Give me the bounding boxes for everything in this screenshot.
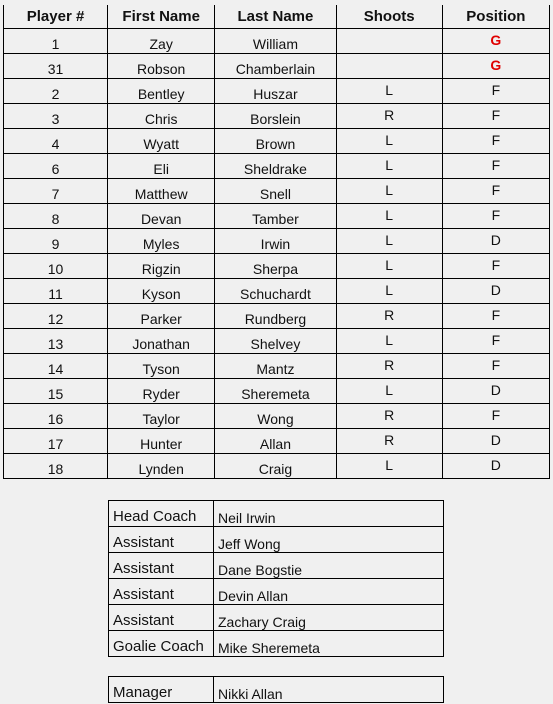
- table-row: [4, 429, 550, 454]
- shoots: R: [384, 357, 395, 373]
- player-number-cell: [4, 329, 108, 354]
- player-number-cell: [4, 154, 108, 179]
- staff-row: [109, 631, 444, 657]
- staff-name: Mike Sheremeta: [214, 631, 444, 657]
- manager-row: [109, 677, 444, 703]
- staff-row: [109, 553, 444, 579]
- player-number: 8: [51, 211, 60, 227]
- shoots: L: [385, 132, 394, 148]
- last-name: Sherpa: [252, 261, 299, 277]
- position-cell: [442, 104, 549, 129]
- position: D: [490, 232, 501, 248]
- position: F: [491, 357, 501, 373]
- shoots-cell: [336, 204, 442, 229]
- position: D: [490, 382, 501, 398]
- staff-role: Goalie Coach: [109, 631, 214, 657]
- first-name-cell: [108, 54, 215, 79]
- last-name-cell: [215, 204, 336, 229]
- player-number: 17: [47, 436, 64, 452]
- player-number: 13: [47, 336, 64, 352]
- last-name-cell: [215, 404, 336, 429]
- last-name-cell: [215, 454, 336, 479]
- shoots: R: [384, 407, 395, 423]
- table-row: [4, 379, 550, 404]
- first-name-cell: [108, 429, 215, 454]
- position: F: [491, 307, 501, 323]
- table-row: [4, 454, 550, 479]
- last-name-cell: [215, 304, 336, 329]
- position-cell: [442, 129, 549, 154]
- position-cell: [442, 404, 549, 429]
- first-name-cell: [108, 254, 215, 279]
- table-row: [4, 229, 550, 254]
- last-name-cell: [215, 379, 336, 404]
- player-number: 2: [51, 86, 60, 102]
- player-number: 6: [51, 161, 60, 177]
- player-number: 10: [47, 261, 64, 277]
- last-name: Allan: [259, 436, 292, 452]
- position: D: [490, 432, 501, 448]
- position: D: [490, 282, 501, 298]
- first-name-cell: [108, 79, 215, 104]
- first-name: Bentley: [137, 86, 185, 102]
- shoots: L: [385, 182, 394, 198]
- position-cell: [442, 179, 549, 204]
- shoots-cell: [336, 229, 442, 254]
- first-name: Parker: [140, 311, 182, 327]
- position: F: [491, 332, 501, 348]
- position: D: [490, 457, 501, 473]
- first-name: Robson: [137, 61, 186, 77]
- first-name-cell: [108, 454, 215, 479]
- player-number-cell: [4, 29, 108, 54]
- shoots-cell: [336, 454, 442, 479]
- player-number-cell: [4, 254, 108, 279]
- staff-row: [109, 605, 444, 631]
- position-cell: [442, 79, 549, 104]
- manager-table: [108, 676, 444, 703]
- header-shoots: Shoots: [336, 5, 442, 29]
- last-name-cell: [215, 79, 336, 104]
- shoots-cell: [336, 79, 442, 104]
- last-name: Rundberg: [244, 311, 307, 327]
- position: F: [491, 107, 501, 123]
- first-name-cell: [108, 179, 215, 204]
- staff-role: Assistant: [109, 527, 214, 553]
- first-name: Hunter: [140, 436, 183, 452]
- shoots-cell: [336, 254, 442, 279]
- header-position: Position: [442, 5, 549, 29]
- header-player-number: Player #: [4, 5, 108, 29]
- table-row: [4, 179, 550, 204]
- position-cell: [442, 229, 549, 254]
- header-last-name: Last Name: [215, 5, 336, 29]
- manager-role: Manager: [109, 677, 214, 703]
- shoots: L: [385, 332, 394, 348]
- player-number-cell: [4, 279, 108, 304]
- last-name-cell: [215, 354, 336, 379]
- first-name-cell: [108, 104, 215, 129]
- shoots-cell: [336, 154, 442, 179]
- position: F: [491, 207, 501, 223]
- shoots: L: [385, 457, 394, 473]
- last-name-cell: [215, 104, 336, 129]
- last-name: William: [252, 36, 298, 52]
- first-name-cell: [108, 229, 215, 254]
- shoots-cell: [336, 429, 442, 454]
- shoots-cell: [336, 379, 442, 404]
- position: F: [491, 407, 501, 423]
- last-name: Borslein: [250, 111, 301, 127]
- first-name: Taylor: [142, 411, 180, 427]
- shoots-cell: [336, 304, 442, 329]
- position-cell: [442, 304, 549, 329]
- manager-name: Nikki Allan: [214, 677, 444, 703]
- last-name: Brown: [255, 136, 296, 152]
- first-name: Chris: [144, 111, 178, 127]
- shoots-cell: [336, 354, 442, 379]
- shoots-cell: [336, 179, 442, 204]
- player-number-cell: [4, 404, 108, 429]
- first-name: Kyson: [141, 286, 181, 302]
- player-number-cell: [4, 79, 108, 104]
- player-number-cell: [4, 454, 108, 479]
- last-name-cell: [215, 179, 336, 204]
- player-number: 4: [51, 136, 60, 152]
- position: F: [491, 82, 501, 98]
- staff-row: [109, 579, 444, 605]
- shoots: R: [384, 307, 395, 323]
- player-number-cell: [4, 54, 108, 79]
- first-name: Zay: [149, 36, 173, 52]
- staff-name: Dane Bogstie: [214, 553, 444, 579]
- player-number-cell: [4, 129, 108, 154]
- position: G: [490, 32, 502, 48]
- first-name-cell: [108, 29, 215, 54]
- shoots: R: [384, 432, 395, 448]
- first-name: Devan: [140, 211, 182, 227]
- position: F: [491, 132, 501, 148]
- player-number: 14: [47, 361, 64, 377]
- staff-name: Devin Allan: [214, 579, 444, 605]
- player-number: 15: [47, 386, 64, 402]
- shoots-cell: [336, 54, 442, 79]
- player-number-cell: [4, 354, 108, 379]
- staff-row: [109, 527, 444, 553]
- header-first-name: First Name: [108, 5, 215, 29]
- player-number-cell: [4, 429, 108, 454]
- last-name: Sheldrake: [243, 161, 307, 177]
- first-name-cell: [108, 404, 215, 429]
- coaching-staff-table: [108, 500, 444, 657]
- position-cell: [442, 429, 549, 454]
- last-name: Huszar: [253, 86, 298, 102]
- staff-role: Assistant: [109, 553, 214, 579]
- position-cell: [442, 254, 549, 279]
- last-name: Irwin: [260, 236, 291, 252]
- shoots-cell: [336, 129, 442, 154]
- position-cell: [442, 29, 549, 54]
- first-name-cell: [108, 279, 215, 304]
- position: F: [491, 157, 501, 173]
- first-name: Lynden: [138, 461, 184, 477]
- first-name: Ryder: [142, 386, 180, 402]
- first-name-cell: [108, 129, 215, 154]
- first-name: Wyatt: [143, 136, 179, 152]
- first-name-cell: [108, 154, 215, 179]
- roster-table: [3, 5, 550, 479]
- shoots-cell: [336, 329, 442, 354]
- shoots-cell: [336, 279, 442, 304]
- shoots: R: [384, 107, 395, 123]
- table-row: [4, 354, 550, 379]
- staff-name: Jeff Wong: [214, 527, 444, 553]
- last-name: Sheremeta: [241, 386, 310, 402]
- staff-row: [109, 501, 444, 527]
- player-number: 11: [48, 286, 63, 302]
- player-number: 12: [47, 311, 64, 327]
- player-number-cell: [4, 179, 108, 204]
- staff-role: Head Coach: [109, 501, 214, 527]
- player-number: 31: [47, 61, 64, 77]
- player-number: 1: [51, 36, 60, 52]
- last-name-cell: [215, 429, 336, 454]
- player-number: 3: [51, 111, 60, 127]
- table-row: [4, 129, 550, 154]
- first-name-cell: [108, 379, 215, 404]
- staff-role: Assistant: [109, 579, 214, 605]
- last-name-cell: [215, 254, 336, 279]
- table-row: [4, 404, 550, 429]
- last-name: Shelvey: [250, 336, 301, 352]
- last-name-cell: [215, 154, 336, 179]
- last-name: Wong: [257, 411, 294, 427]
- player-number: 16: [47, 411, 64, 427]
- last-name-cell: [215, 329, 336, 354]
- last-name-cell: [215, 279, 336, 304]
- first-name-cell: [108, 304, 215, 329]
- position-cell: [442, 354, 549, 379]
- player-number-cell: [4, 229, 108, 254]
- last-name: Schuchardt: [240, 286, 311, 302]
- position-cell: [442, 279, 549, 304]
- position-cell: [442, 454, 549, 479]
- last-name-cell: [215, 54, 336, 79]
- player-number: 9: [51, 236, 60, 252]
- staff-name: Neil Irwin: [214, 501, 444, 527]
- last-name: Chamberlain: [235, 61, 316, 77]
- position: F: [491, 257, 501, 273]
- position-cell: [442, 204, 549, 229]
- table-row: [4, 204, 550, 229]
- table-row: [4, 29, 550, 54]
- shoots: L: [385, 82, 394, 98]
- shoots: L: [385, 382, 394, 398]
- player-number-cell: [4, 379, 108, 404]
- roster-header-row: [4, 5, 550, 29]
- table-row: [4, 154, 550, 179]
- shoots: L: [385, 257, 394, 273]
- position-cell: [442, 329, 549, 354]
- staff-role: Assistant: [109, 605, 214, 631]
- position: F: [491, 182, 501, 198]
- first-name-cell: [108, 354, 215, 379]
- first-name: Rigzin: [141, 261, 181, 277]
- shoots: L: [385, 207, 394, 223]
- last-name-cell: [215, 229, 336, 254]
- first-name-cell: [108, 204, 215, 229]
- first-name-cell: [108, 329, 215, 354]
- shoots-cell: [336, 404, 442, 429]
- table-row: [4, 79, 550, 104]
- table-row: [4, 54, 550, 79]
- first-name: Jonathan: [132, 336, 190, 352]
- last-name: Snell: [259, 186, 292, 202]
- shoots-cell: [336, 104, 442, 129]
- player-number: 18: [47, 461, 64, 477]
- table-row: [4, 329, 550, 354]
- player-number: 7: [51, 186, 60, 202]
- position-cell: [442, 379, 549, 404]
- table-row: [4, 279, 550, 304]
- player-number-cell: [4, 204, 108, 229]
- shoots: L: [385, 282, 394, 298]
- first-name: Tyson: [142, 361, 180, 377]
- first-name: Matthew: [134, 186, 188, 202]
- player-number-cell: [4, 304, 108, 329]
- player-number-cell: [4, 104, 108, 129]
- shoots-cell: [336, 29, 442, 54]
- last-name: Craig: [258, 461, 293, 477]
- position: G: [490, 57, 502, 73]
- table-row: [4, 104, 550, 129]
- table-row: [4, 304, 550, 329]
- shoots: L: [385, 232, 394, 248]
- last-name-cell: [215, 29, 336, 54]
- position-cell: [442, 54, 549, 79]
- last-name: Tamber: [252, 211, 299, 227]
- staff-name: Zachary Craig: [214, 605, 444, 631]
- position-cell: [442, 154, 549, 179]
- shoots: L: [385, 157, 394, 173]
- last-name: Mantz: [256, 361, 295, 377]
- table-row: [4, 254, 550, 279]
- last-name-cell: [215, 129, 336, 154]
- first-name: Myles: [142, 236, 180, 252]
- first-name: Eli: [153, 161, 169, 177]
